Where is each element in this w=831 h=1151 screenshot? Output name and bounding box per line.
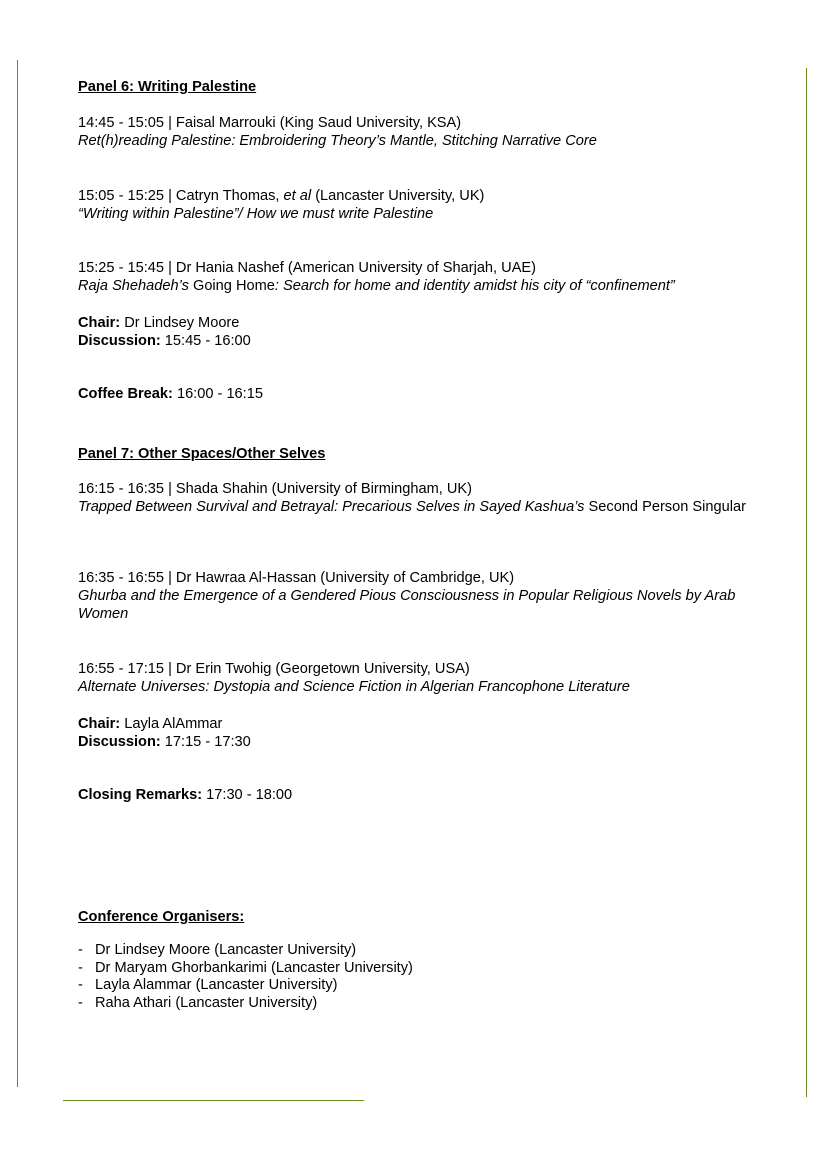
talk-speaker: Catryn Thomas, bbox=[175, 188, 280, 204]
talk-title bbox=[78, 498, 768, 516]
talk-title-part: Raja Shehadeh’s bbox=[78, 278, 189, 294]
coffee-time: 16:00 - 16:15 bbox=[176, 386, 263, 402]
organiser-name: Dr Lindsey Moore (Lancaster University) bbox=[95, 942, 357, 958]
discussion-time: 17:15 - 17:30 bbox=[164, 734, 251, 750]
list-item bbox=[78, 995, 413, 1013]
talk-title: Alternate Universes: Dystopia and Science Fiction in Algerian Francophone Literature bbox=[78, 679, 630, 695]
chair-label: Chair: bbox=[78, 716, 121, 732]
panel7-chair-block bbox=[78, 715, 768, 751]
list-item bbox=[78, 977, 413, 995]
talk-speaker: Dr Erin Twohig (Georgetown University, USA) bbox=[175, 661, 470, 677]
closing-label: Closing Remarks: bbox=[78, 787, 203, 803]
organiser-name: Raha Athari (Lancaster University) bbox=[95, 994, 318, 1011]
talk-time: 16:15 - 16:35 bbox=[78, 481, 165, 497]
list-item bbox=[78, 942, 413, 960]
dash-bullet: - bbox=[78, 994, 83, 1011]
chair-name: Layla AlAmmar bbox=[124, 716, 223, 732]
talk-speaker-etal: et al bbox=[283, 188, 312, 204]
talk-title: Ret(h)reading Palestine: Embroidering Theory’s Mantle, Stitching Narrative Core bbox=[78, 133, 597, 149]
closing-time: 17:30 - 18:00 bbox=[206, 787, 293, 803]
coffee-label: Coffee Break: bbox=[78, 386, 173, 402]
chair-label: Chair: bbox=[78, 315, 121, 331]
talk-time: 15:05 - 15:25 bbox=[78, 188, 165, 204]
discussion-label: Discussion: bbox=[78, 333, 161, 349]
talk-2: 15:05 - 15:25 | Catryn Thomas, et al (Lancaster University, UK) “Writing within Palestine”/ How we must write Palestine bbox=[78, 187, 768, 223]
talk-title: Ghurba and the Emergence of a Gendered Pious Consciousness in Popular Religious Novels by Arab Women bbox=[78, 588, 736, 622]
talk-time: 15:25 - 15:45 bbox=[78, 260, 165, 276]
organiser-name: Layla Alammar (Lancaster University) bbox=[95, 977, 338, 993]
discussion-time: 15:45 - 16:00 bbox=[164, 333, 251, 349]
chair-name: Dr Lindsey Moore bbox=[124, 315, 240, 331]
dash-bullet: - bbox=[78, 942, 83, 958]
panel7-heading: Panel 7: Other Spaces/Other Selves bbox=[78, 446, 326, 462]
dash-bullet: - bbox=[78, 959, 83, 976]
panel6-heading: Panel 6: Writing Palestine bbox=[78, 79, 257, 95]
talk-time: 16:35 - 16:55 bbox=[78, 570, 165, 586]
footer-rule bbox=[63, 1100, 364, 1101]
list-item bbox=[78, 960, 413, 978]
talk-title-book: Going Home bbox=[192, 278, 275, 294]
organiser-name: Dr Maryam Ghorbankarimi (Lancaster University) bbox=[95, 959, 413, 976]
talk-speaker: Dr Hania Nashef (American University of Sharjah, UAE) bbox=[175, 260, 537, 276]
organisers-heading: Conference Organisers: bbox=[78, 909, 245, 925]
talk-speaker: Shada Shahin (University of Birmingham, UK) bbox=[175, 481, 472, 497]
talk-title-part: Trapped Between Survival and Betrayal: Precarious Selves in Sayed Kashua’s bbox=[78, 499, 585, 515]
talk-6: 16:55 - 17:15 | Dr Erin Twohig (Georgetown University, USA) Alternate Universes: Dystopia and Science Fiction in Algerian Francophone Literature bbox=[78, 660, 768, 696]
dash-bullet: - bbox=[78, 977, 83, 993]
left-margin-rule bbox=[17, 60, 18, 1087]
talk-title-part: : Search for home and identity amidst his city of “confinement” bbox=[274, 278, 675, 294]
talk-4: 16:15 - 16:35 | Shada Shahin (University of Birmingham, UK) Trapped Between Survival and Betrayal: Precarious Selves in Sayed Kashua’s Second Person Singular bbox=[78, 480, 768, 516]
talk-speaker: Faisal Marrouki (King Saud University, KSA) bbox=[175, 115, 462, 131]
talk-3: 15:25 - 15:45 | Dr Hania Nashef (American University of Sharjah, UAE) Raja Shehadeh’s Going Home: Search for home and identity amidst his city of “confinement” bbox=[78, 259, 768, 295]
talk-title-book: Second Person Singular bbox=[588, 499, 746, 515]
coffee-break bbox=[78, 385, 768, 403]
talk-1: 14:45 - 15:05 | Faisal Marrouki (King Saud University, KSA) Ret(h)reading Palestine: Embroidering Theory’s Mantle, Stitching Narrative Core bbox=[78, 114, 768, 150]
talk-title: “Writing within Palestine”/ How we must write Palestine bbox=[78, 206, 434, 222]
talk-affiliation: (Lancaster University, UK) bbox=[315, 188, 485, 204]
organisers-list bbox=[78, 942, 413, 1012]
panel6-chair-block bbox=[78, 314, 768, 350]
talk-speaker: Dr Hawraa Al-Hassan (University of Cambridge, UK) bbox=[175, 570, 515, 586]
discussion-label: Discussion: bbox=[78, 734, 161, 750]
talk-time: 16:55 - 17:15 bbox=[78, 661, 165, 677]
talk-time: 14:45 - 15:05 bbox=[78, 115, 165, 131]
talk-title bbox=[78, 277, 768, 295]
right-margin-rule bbox=[806, 68, 807, 1097]
talk-5: 16:35 - 16:55 | Dr Hawraa Al-Hassan (University of Cambridge, UK) Ghurba and the Emergence of a Gendered Pious Consciousness in Popular Religious Novels by Arab Women bbox=[78, 569, 768, 623]
closing-remarks bbox=[78, 786, 768, 804]
